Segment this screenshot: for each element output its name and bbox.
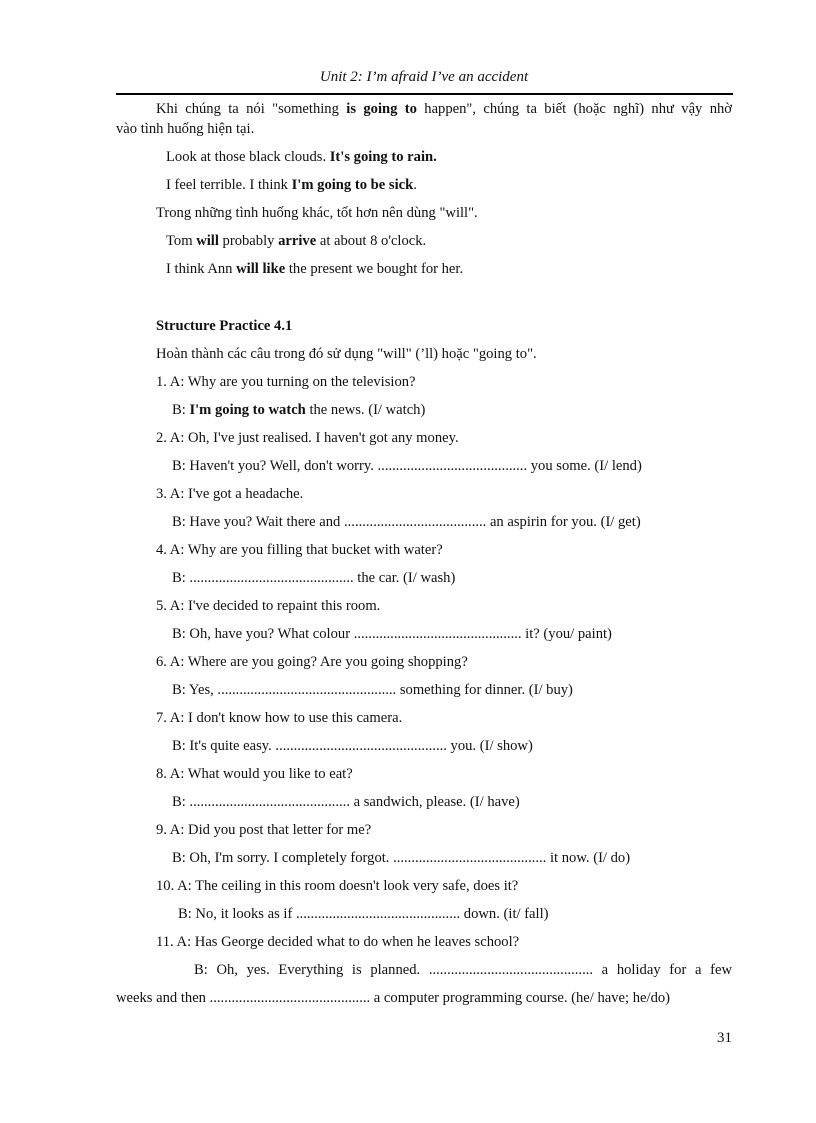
question-3-b: B: Have you? Wait there and ....................................... an aspirin for you. (I/ get) [172, 514, 641, 530]
example-2-bold: I'm going to be sick [291, 177, 414, 193]
example-4-a: I think Ann [166, 261, 237, 277]
intro-emphasis: is going to [346, 101, 417, 117]
example-1-bold: It's going to rain. [329, 149, 437, 165]
example-1-text: Look at those black clouds. [166, 149, 330, 165]
question-5-a: 5. A: I've decided to repaint this room. [156, 598, 381, 614]
question-1-b-answer: I'm going to watch [189, 402, 306, 418]
question-7-b: B: It's quite easy. ............................................... you. (I/ show) [172, 738, 533, 754]
example-2-text: I feel terrible. I think [166, 177, 292, 193]
question-11-b [116, 961, 732, 979]
example-1 [166, 148, 437, 166]
example-4 [166, 260, 463, 278]
question-7-a: 7. A: I don't know how to use this camera. [156, 710, 403, 726]
example-2 [166, 176, 417, 194]
intro-line-1 [116, 100, 732, 118]
example-4-b: will like [236, 261, 286, 277]
intro-text-c: happen", chúng ta biết (hoặc nghĩ) như vậy nhờ [416, 101, 733, 117]
example-3-e: at about 8 o'clock. [316, 233, 427, 249]
question-11-a: 11. A: Has George decided what to do when he leaves school? [156, 934, 520, 950]
question-5-b: B: Oh, have you? What colour .............................................. it? (you/ paint) [172, 626, 612, 642]
page-number: 31 [717, 1030, 732, 1046]
question-3-a: 3. A: I've got a headache. [156, 486, 304, 502]
question-1-b-pre: B: [172, 402, 190, 418]
question-1-a: 1. A: Why are you turning on the television? [156, 374, 416, 390]
example-2-end: . [413, 177, 417, 193]
example-3-b: will [196, 233, 219, 249]
question-8-b: B: ............................................ a sandwich, please. (I/ have) [172, 794, 520, 810]
question-2-a: 2. A: Oh, I've just realised. I haven't got any money. [156, 430, 459, 446]
intro-text-a: Khi chúng ta nói "something [156, 101, 347, 117]
intro-line-2: vào tình huống hiện tại. [116, 121, 255, 137]
question-2-b: B: Haven't you? Well, don't worry. ......................................... you some. (I/ lend) [172, 458, 642, 474]
question-4-b: B: ............................................. the car. (I/ wash) [172, 570, 456, 586]
question-4-a: 4. A: Why are you filling that bucket with water? [156, 542, 443, 558]
example-4-c: the present we bought for her. [285, 261, 464, 277]
practice-instruction: Hoàn thành các câu trong đó sử dụng "will" (’ll) hoặc "going to". [156, 346, 537, 362]
practice-title: Structure Practice 4.1 [156, 318, 293, 334]
question-11-b-text: B: Oh, yes. Everything is planned. ............................................. a holiday for a few [194, 962, 732, 978]
example-3-a: Tom [166, 233, 197, 249]
question-1-b-post: the news. (I/ watch) [305, 402, 426, 418]
intro-line-3: Trong những tình huống khác, tốt hơn nên dùng "will". [156, 205, 478, 221]
example-3-c: probably [218, 233, 279, 249]
question-6-b: B: Yes, ................................................. something for dinner. (I/ buy) [172, 682, 573, 698]
question-9-a: 9. A: Did you post that letter for me? [156, 822, 372, 838]
question-11-c: weeks and then ............................................ a computer programming course. (he/ have; he/do) [116, 990, 671, 1006]
question-10-a: 10. A: The ceiling in this room doesn't look very safe, does it? [156, 878, 519, 894]
question-6-a: 6. A: Where are you going? Are you going shopping? [156, 654, 468, 670]
question-8-a: 8. A: What would you like to eat? [156, 766, 353, 782]
header-rule [116, 93, 733, 95]
question-10-b: B: No, it looks as if ............................................. down. (it/ fall) [178, 906, 549, 922]
example-3 [166, 232, 426, 250]
question-9-b: B: Oh, I'm sorry. I completely forgot. .......................................... it now. (I/ do) [172, 850, 631, 866]
running-header: Unit 2: I’m afraid I’ve an accident [319, 69, 529, 85]
question-1-b [172, 401, 425, 419]
example-3-d: arrive [278, 233, 317, 249]
